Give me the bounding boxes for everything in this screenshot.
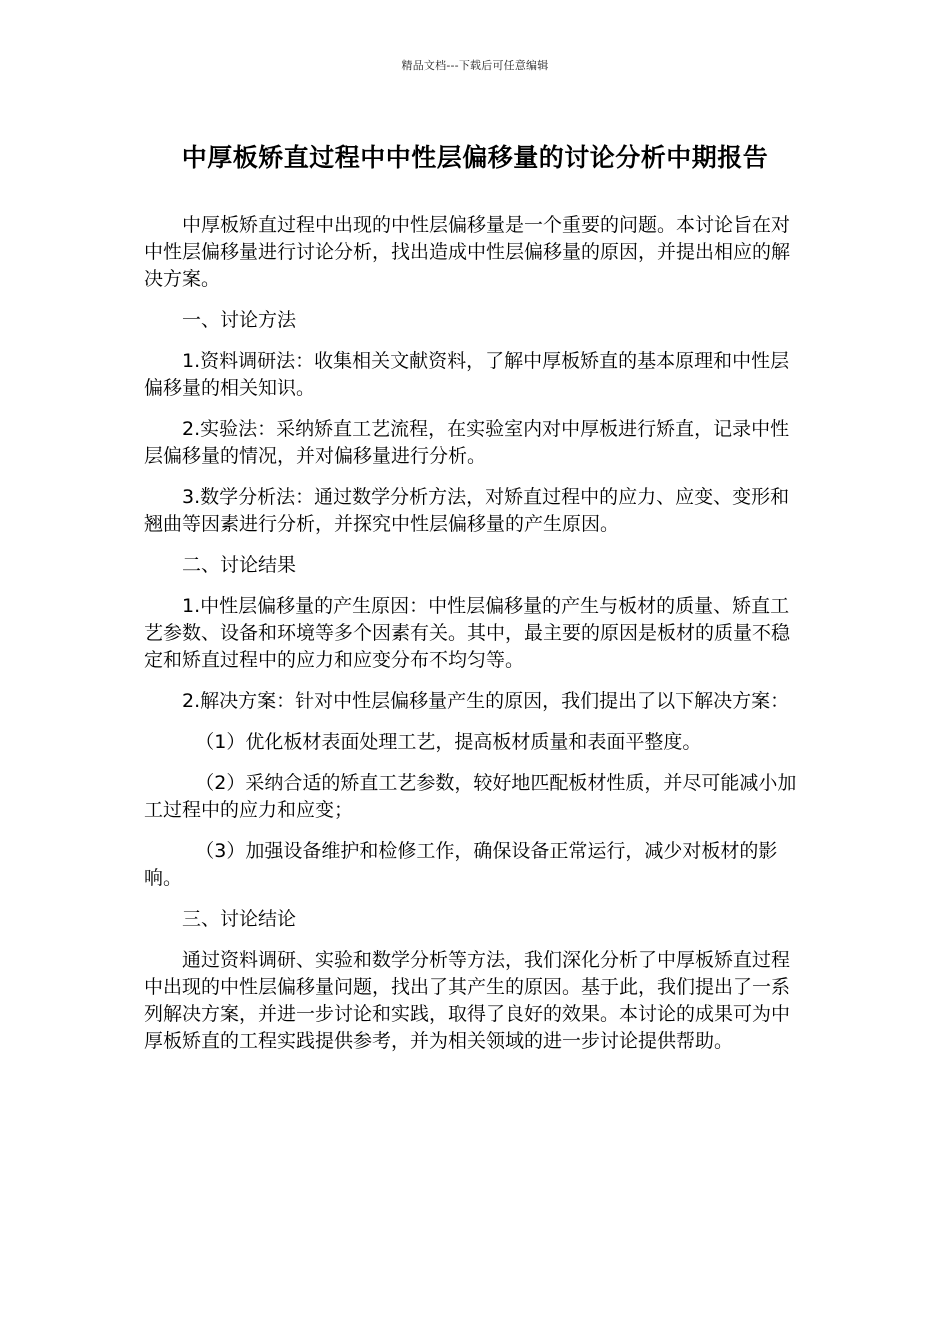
header-note: 精品文档---下载后可任意编辑 — [401, 59, 549, 72]
intro-paragraph: 中厚板矫直过程中出现的中性层偏移量是一个重要的问题。本讨论旨在对中性层偏移量进行讨论分析，找出造成中性层偏移量的原因，并提出相应的解决方案。 — [144, 214, 791, 290]
section-heading-results: 二、讨论结果 — [182, 554, 297, 576]
result-item-2: 2.解决方案：针对中性层偏移量产生的原因，我们提出了以下解决方案： — [182, 690, 790, 712]
solution-item-2: （2）采纳合适的矫直工艺参数，较好地匹配板材性质，并尽可能减小加工过程中的应力和应变； — [144, 772, 797, 821]
method-item-3: 3.数学分析法：通过数学分析方法，对矫直过程中的应力、应变、变形和翘曲等因素进行分析，并探究中性层偏移量的产生原因。 — [144, 486, 790, 535]
result-item-1: 1.中性层偏移量的产生原因：中性层偏移量的产生与板材的质量、矫直工艺参数、设备和环境等多个因素有关。其中，最主要的原因是板材的质量不稳定和矫直过程中的应力和应变分布不均匀等。 — [144, 595, 791, 671]
section-heading-methods: 一、讨论方法 — [182, 309, 297, 331]
method-item-1: 1.资料调研法：收集相关文献资料，了解中厚板矫直的基本原理和中性层偏移量的相关知识。 — [144, 350, 790, 399]
conclusion-paragraph: 通过资料调研、实验和数学分析等方法，我们深化分析了中厚板矫直过程中出现的中性层偏移量问题，找出了其产生的原因。基于此，我们提出了一系列解决方案，并进一步讨论和实践，取得了良好的效果。本讨论的成果可为中厚板矫直的工程实践提供参考，并为相关领域的进一步讨论提供帮助。 — [144, 949, 791, 1052]
document-body — [144, 212, 808, 1069]
method-item-2: 2.实验法：采纳矫直工艺流程，在实验室内对中厚板进行矫直，记录中性层偏移量的情况，并对偏移量进行分析。 — [144, 418, 790, 467]
document-title: 中厚板矫直过程中中性层偏移量的讨论分析中期报告 — [181, 143, 769, 172]
solution-item-1: （1）优化板材表面处理工艺，提高板材质量和表面平整度。 — [195, 731, 702, 753]
section-heading-conclusion: 三、讨论结论 — [182, 908, 297, 930]
solution-item-3: （3）加强设备维护和检修工作，确保设备正常运行，减少对板材的影响。 — [144, 840, 778, 889]
